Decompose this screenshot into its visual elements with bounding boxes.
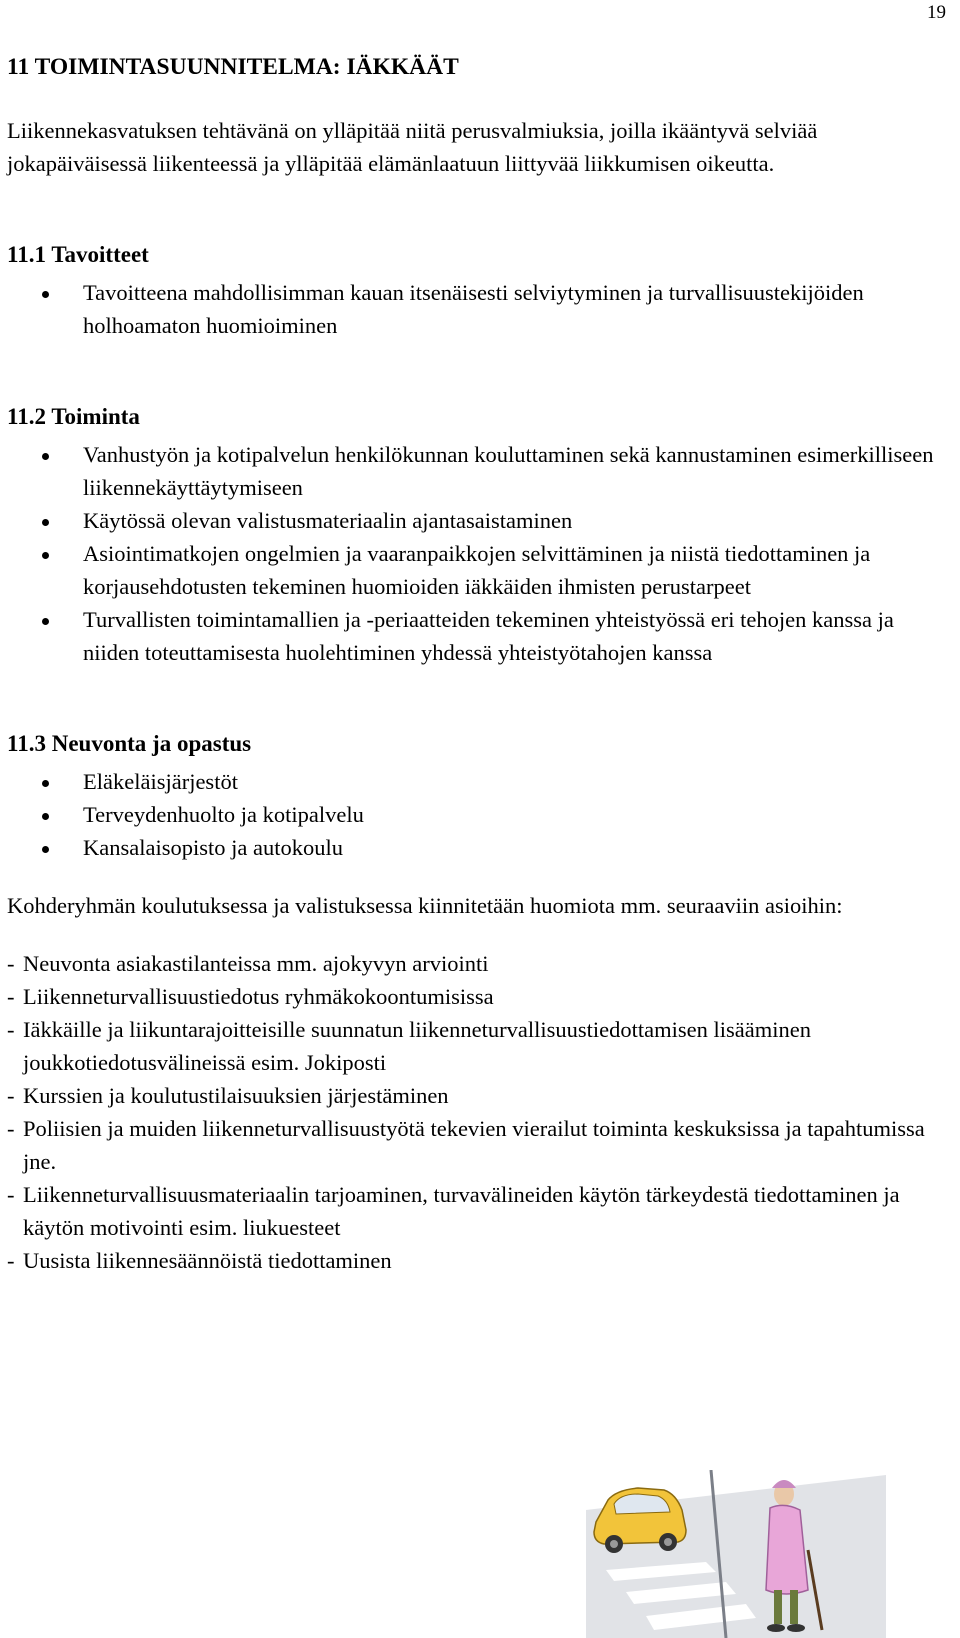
intro-paragraph: Liikennekasvatuksen tehtävänä on ylläpitää niitä perusvalmiuksia, joilla ikääntyvä selviää jokapäiväisessä liikenteessä ja ylläpitää elämänlaatuun liittyvää liikkumisen oikeutta.	[7, 118, 818, 176]
page-title: 11 TOIMINTASUUNNITELMA: IÄKKÄÄT	[7, 54, 459, 80]
bullet-list	[7, 765, 937, 864]
list-item: - Iäkkäille ja liikuntarajoitteisille suunnatun liikenneturvallisuustiedottamisen lisääminen joukkotiedotusvälineissä esim. Jokiposti	[7, 1017, 811, 1075]
section-tavoitteet	[7, 238, 937, 342]
section-heading: 11.3 Neuvonta ja opastus	[7, 731, 252, 756]
list-item: Vanhustyön ja kotipalvelun henkilökunnan kouluttaminen sekä kannustaminen esimerkilliseen liikennekäyttäytymiseen	[7, 438, 937, 504]
document-body	[7, 50, 937, 1277]
list-item: - Neuvonta asiakastilanteissa mm. ajokyvyn arviointi	[7, 951, 489, 976]
list-item: Eläkeläisjärjestöt	[7, 765, 937, 798]
list-item: Turvallisten toimintamallien ja -periaatteiden tekeminen yhteistyössä eri tehojen kanssa ja niiden toteuttamisesta huolehtiminen yhdessä yhteistyötahojen kanssa	[7, 603, 937, 669]
list-item: - Liikenneturvallisuustiedotus ryhmäkokoontumisissa	[7, 984, 494, 1009]
car-icon	[594, 1488, 686, 1553]
list-item: - Uusista liikennesäännöistä tiedottaminen	[7, 1248, 392, 1273]
pedestrian-crossing-illustration	[586, 1470, 886, 1638]
section-neuvonta	[7, 727, 937, 864]
bullet-list	[7, 276, 937, 342]
list-item: Kansalaisopisto ja autokoulu	[7, 831, 937, 864]
page-number: 19	[927, 2, 946, 23]
section-toiminta	[7, 400, 937, 669]
list-item: Käytössä olevan valistusmateriaalin ajantasaistaminen	[7, 504, 937, 537]
list-item: - Kurssien ja koulutustilaisuuksien järjestäminen	[7, 1083, 449, 1108]
bullet-list	[7, 438, 937, 669]
list-item: - Liikenneturvallisuusmateriaalin tarjoaminen, turvavälineiden käytön tärkeydestä tiedottaminen ja käytön motivointi esim. liukuesteet	[7, 1182, 900, 1240]
list-item: Terveydenhuolto ja kotipalvelu	[7, 798, 937, 831]
list-item: Asiointimatkojen ongelmien ja vaaranpaikkojen selvittäminen ja niistä tiedottaminen ja korjausehdotusten tekeminen huomioiden iäkkäiden ihmisten perustarpeet	[7, 537, 937, 603]
target-group-paragraph: Kohderyhmän koulutuksessa ja valistuksessa kiinnitetään huomiota mm. seuraaviin asioihin:	[7, 893, 843, 918]
section-heading: 11.1 Tavoitteet	[7, 242, 149, 267]
list-item: - Poliisien ja muiden liikenneturvallisuustyötä tekevien vierailut toiminta keskuksissa ja tapahtumissa jne.	[7, 1116, 925, 1174]
list-item: Tavoitteena mahdollisimman kauan itsenäisesti selviytyminen ja turvallisuustekijöiden holhoamaton huomioiminen	[7, 276, 937, 342]
dash-list	[7, 947, 937, 1277]
section-heading: 11.2 Toiminta	[7, 404, 140, 429]
